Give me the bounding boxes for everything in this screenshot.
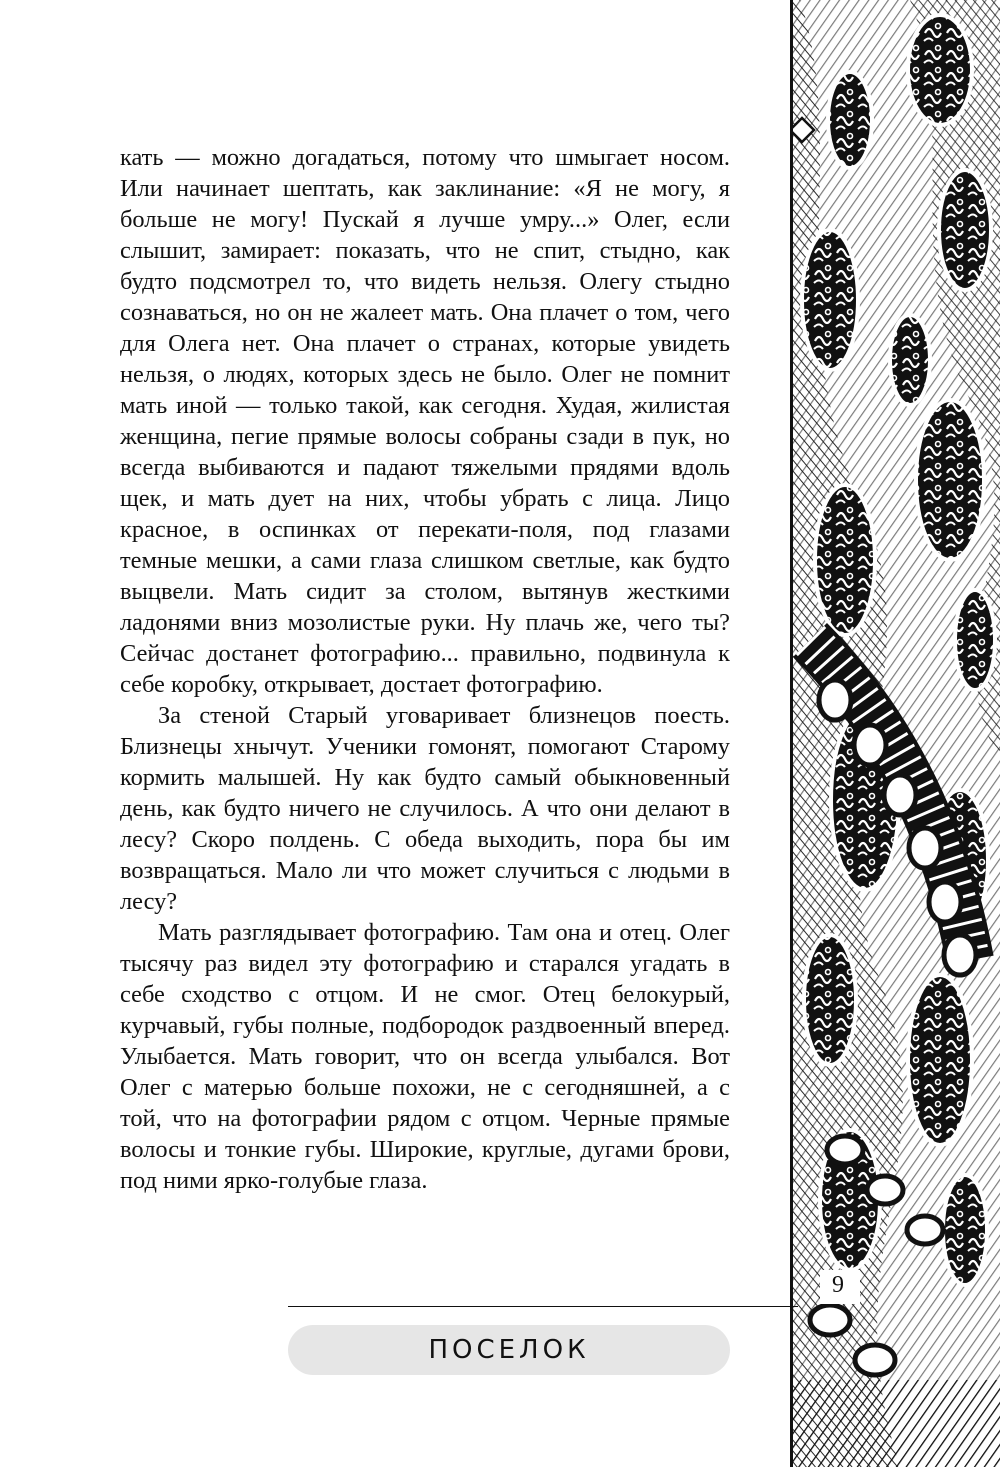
paragraph-2: За стеной Старый уговаривает близнецов поесть. Близнецы хнычут. Ученики гомонят, помогают Старому кормить малышей. Ну как будто самый обыкновенный день, как будто ничего не случилось. А что они делают в лесу? Скоро полдень. С обеда выходить, пора бы им возвращаться. Мало ли что может случиться с людьми в лесу?	[120, 702, 730, 915]
footer-rule	[288, 1306, 798, 1307]
page-number: 9	[832, 1272, 844, 1298]
paragraph-1: кать — можно догадаться, потому что шмыгает носом. Или начинает шептать, как заклинание: «Я не могу, я больше не могу! Пускай я лучше умру...» Олег, если слышит, замирает: показать, что не спит, стыдно, как будто подсмотрел то, что видеть нельзя. Олегу стыдно сознаваться, но он не жалеет мать. Она плачет о том, чего для Олега нет. Она плачет о странах, которые увидеть нельзя, о людях, которых здесь не было. Олег не помнит мать иной — только такой, как сегодня. Худая, жилистая женщина, пегие прямые волосы собраны сзади в пук, но всегда выбиваются и падают тяжелыми прядями вдоль щек, и мать дует на них, чтобы убрать с лица. Лицо красное, в оспинках от перекати-поля, под глазами темные мешки, а сами глаза слишком светлые, как будто выцвели. Мать сидит за столом, вытянув жесткими ладонями вниз мозолистые руки. Ну плачь же, чего ты? Сейчас достанет фотографию... правильно, подвинула к себе коробку, открывает, достает фотографию.	[120, 144, 730, 698]
body-text	[120, 142, 730, 1196]
ornamental-border-illustration	[790, 0, 1000, 1467]
paragraph-3: Мать разглядывает фотографию. Там она и отец. Олег тысячу раз видел эту фотографию и старался угадать в себе сходство с отцом. И не смог. Отец белокурый, курчавый, губы полные, подбородок раздвоенный вперед. Улыбается. Мать говорит, что он всегда улыбался. Вот Олег с матерью больше похожи, не с сегодняшней, а с той, что на фотографии рядом с отцом. Черные прямые волосы и тонкие губы. Широкие, круглые, дугами брови, под ними ярко-голубые глаза.	[120, 919, 730, 1194]
running-title: ПОСЕЛОК	[288, 1325, 730, 1375]
